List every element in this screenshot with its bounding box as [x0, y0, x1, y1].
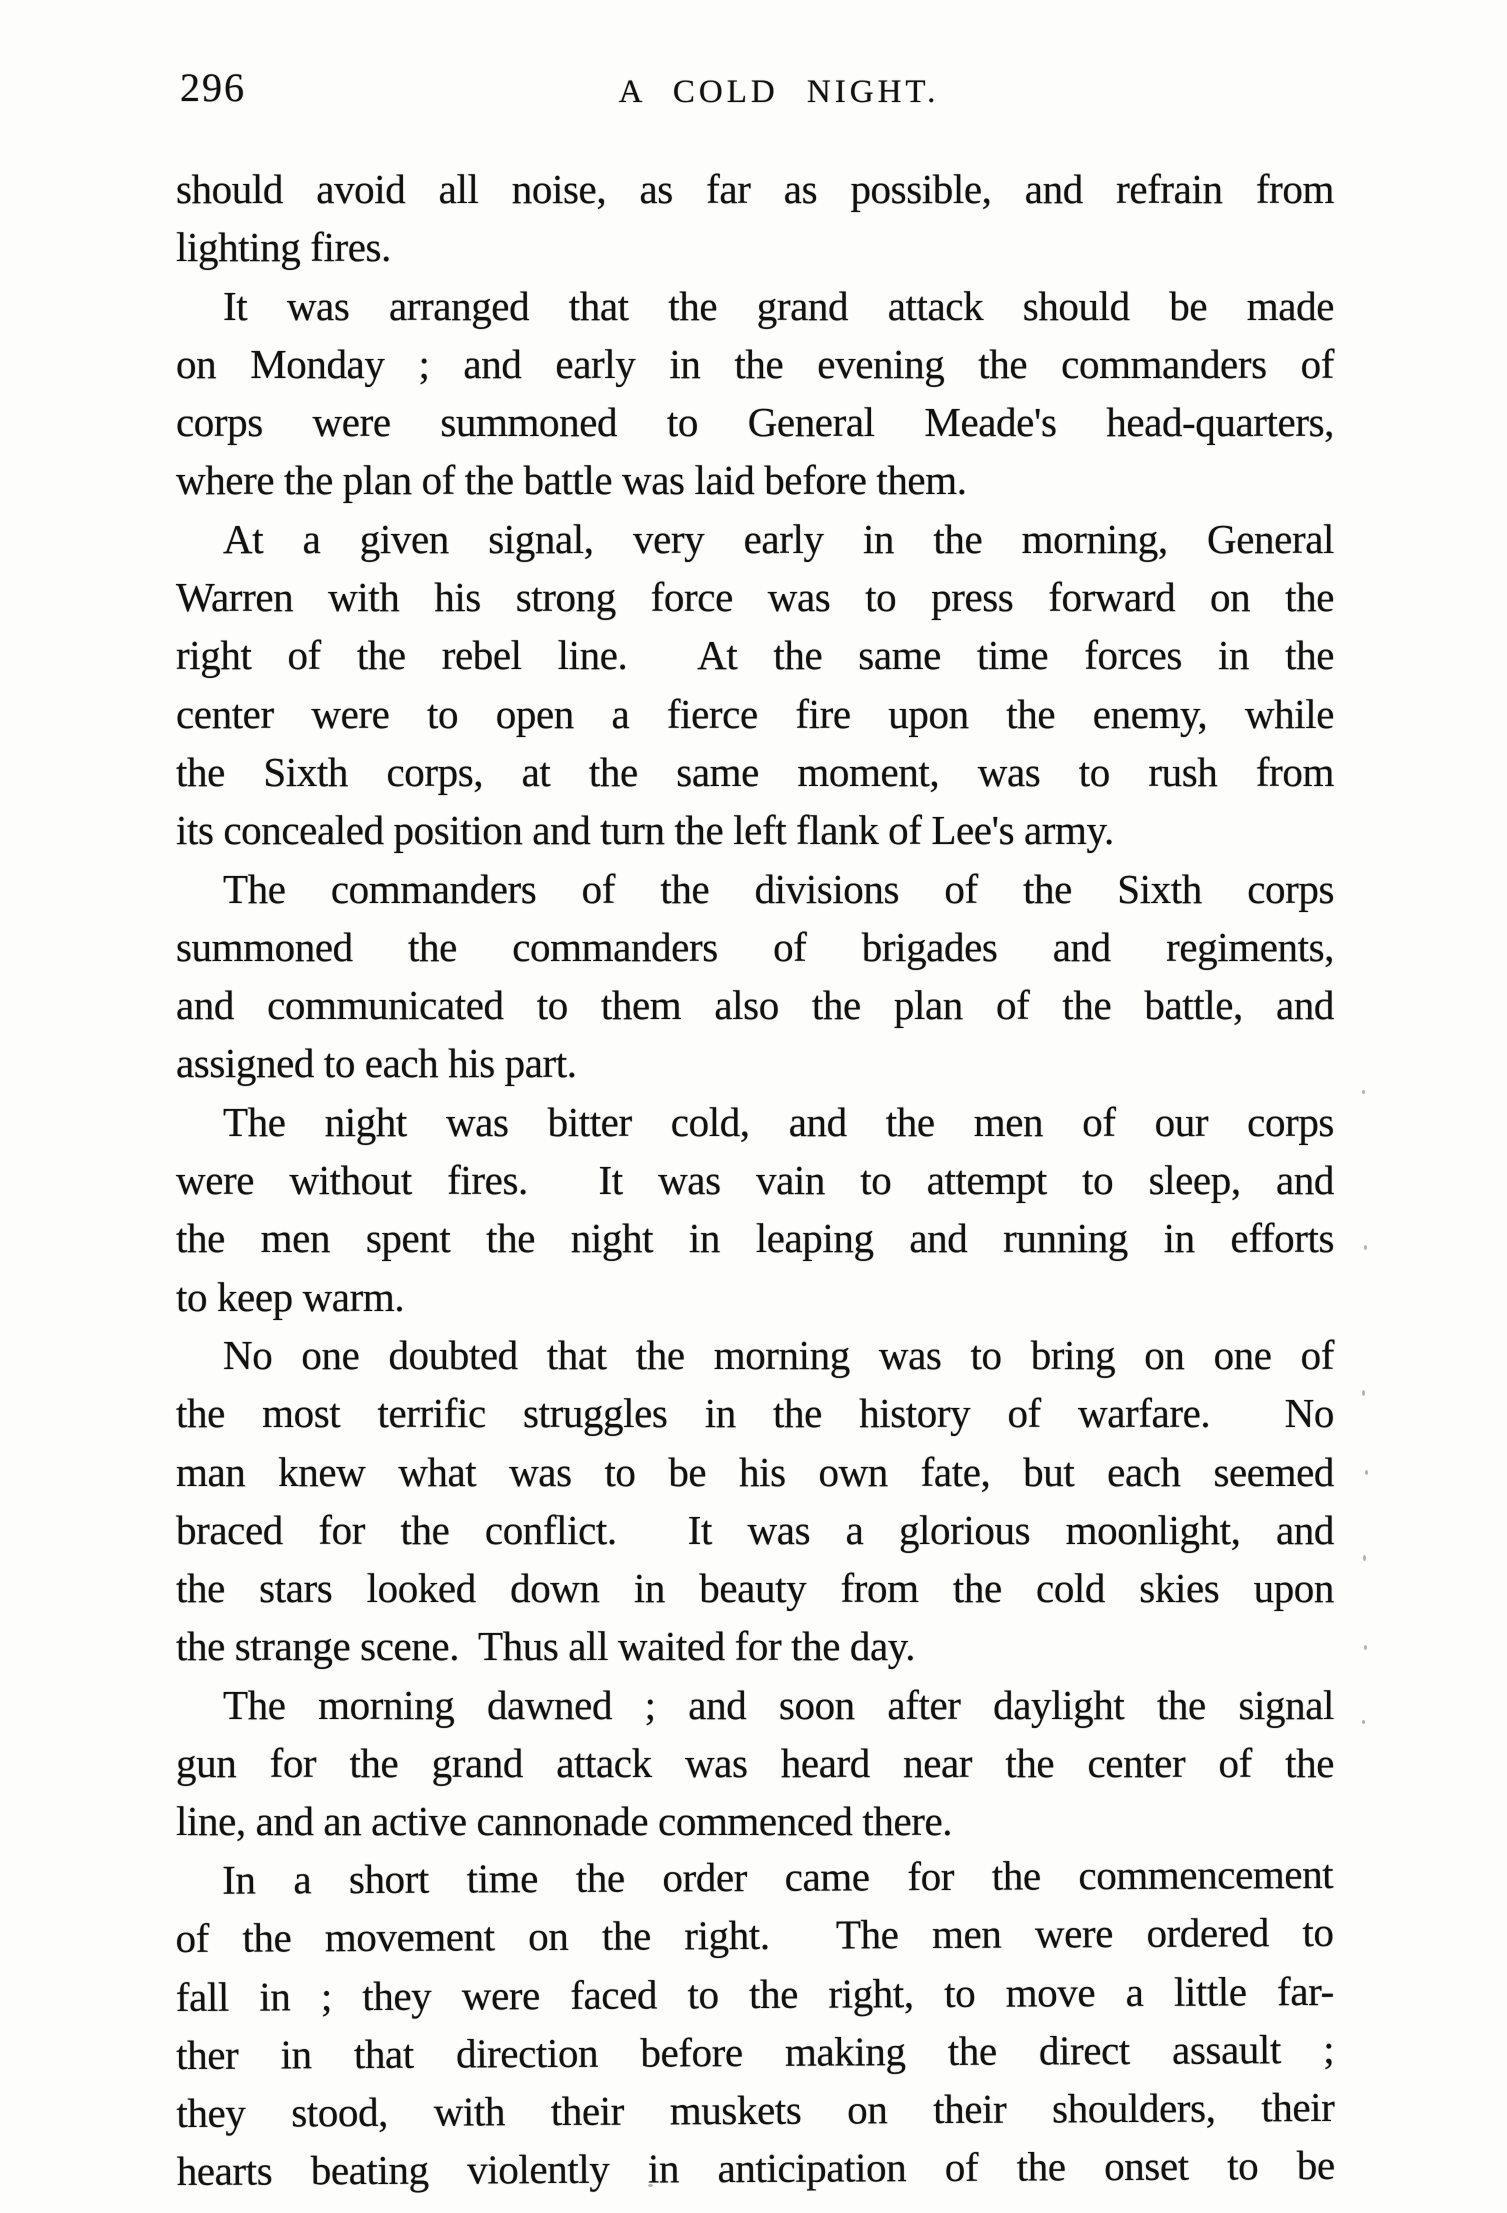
running-title: A COLD NIGHT. [618, 74, 940, 110]
text-line: to keep warm. [176, 1273, 405, 1320]
text-line: The night was bitter cold, and the men of our corps [223, 1098, 1334, 1145]
paragraph [175, 1845, 1335, 2201]
text-line: braced for the conflict. It was a glorious moonlight, and [176, 1506, 1334, 1553]
text-line: the men spent the night in leaping and running in efforts [176, 1215, 1334, 1262]
text-line: At a given signal, very early in the morning, General [223, 515, 1334, 562]
text-line: corps were summoned to General Meade's head-quarters, [176, 399, 1334, 446]
scan-speck [1362, 1090, 1365, 1094]
scan-speck [1364, 1245, 1367, 1250]
text-line: summoned the commanders of brigades and regiments, [176, 923, 1334, 970]
text-line: fall in ; they were faced to the right, to move a little far- [175, 1967, 1334, 2020]
page-body [176, 160, 1334, 2200]
scan-speck [1362, 1390, 1365, 1396]
text-line: the Sixth corps, at the same moment, was to rush from [176, 748, 1334, 795]
text-line: No one doubted that the morning was to bring on one of [223, 1331, 1334, 1378]
text-line: The morning dawned ; and soon after daylight the signal [223, 1681, 1334, 1728]
page-number: 296 [180, 65, 246, 110]
paragraph [176, 1326, 1334, 1676]
text-line: the strange scene. Thus all waited for the day. [176, 1623, 916, 1670]
text-line: It was arranged that the grand attack should be made [223, 282, 1334, 329]
text-block [176, 64, 1334, 2200]
text-line: line, and an active cannonade commenced there. [176, 1798, 953, 1845]
paragraph [176, 1093, 1334, 1326]
text-line: Warren with his strong force was to press forward on the [176, 574, 1334, 621]
scan-speck [519, 722, 522, 725]
paragraph [176, 1676, 1334, 1851]
scan-speck [1364, 1645, 1367, 1650]
text-line: of the movement on the right. The men were ordered to [175, 1908, 1334, 1961]
text-line: assigned to each his part. [176, 1040, 577, 1087]
text-line: lighting fires. [176, 224, 391, 271]
scan-speck [1365, 1470, 1368, 1475]
text-line: In a short time the order came for the commencement [222, 1850, 1334, 1903]
scan-speck [648, 2184, 653, 2187]
text-line: on Monday ; and early in the evening the commanders of [176, 340, 1334, 387]
text-line: center were to open a fierce fire upon the enemy, while [176, 690, 1334, 737]
text-line: the most terrific struggles in the history of warfare. No [176, 1390, 1334, 1437]
paragraph [176, 860, 1334, 1093]
page-header [176, 64, 1334, 112]
text-line: and communicated to them also the plan of the battle, and [176, 982, 1334, 1029]
text-line: they stood, with their muskets on their shoulders, their [176, 2083, 1335, 2136]
text-line: right of the rebel line. At the same time forces in the [176, 632, 1334, 679]
scan-speck [1362, 1720, 1365, 1724]
paragraph [176, 510, 1334, 860]
text-line: were without fires. It was vain to attempt to sleep, and [176, 1157, 1334, 1204]
text-line: its concealed position and turn the left flank of Lee's army. [176, 807, 1114, 854]
paragraph [176, 160, 1334, 277]
text-line: hearts beating violently in anticipation of the onset to be [176, 2142, 1335, 2195]
paragraph [176, 277, 1334, 510]
scan-speck [1363, 1555, 1366, 1561]
text-line: should avoid all noise, as far as possible, and refrain from [176, 166, 1334, 212]
text-line: where the plan of the battle was laid before them. [176, 457, 967, 504]
text-line: man knew what was to be his own fate, but each seemed [176, 1448, 1334, 1495]
text-line: ther in that direction before making the direct assault ; [176, 2025, 1335, 2078]
text-line: The commanders of the divisions of the Sixth corps [223, 865, 1334, 912]
text-line: the stars looked down in beauty from the cold skies upon [176, 1565, 1334, 1612]
text-line: gun for the grand attack was heard near the center of the [176, 1740, 1334, 1787]
